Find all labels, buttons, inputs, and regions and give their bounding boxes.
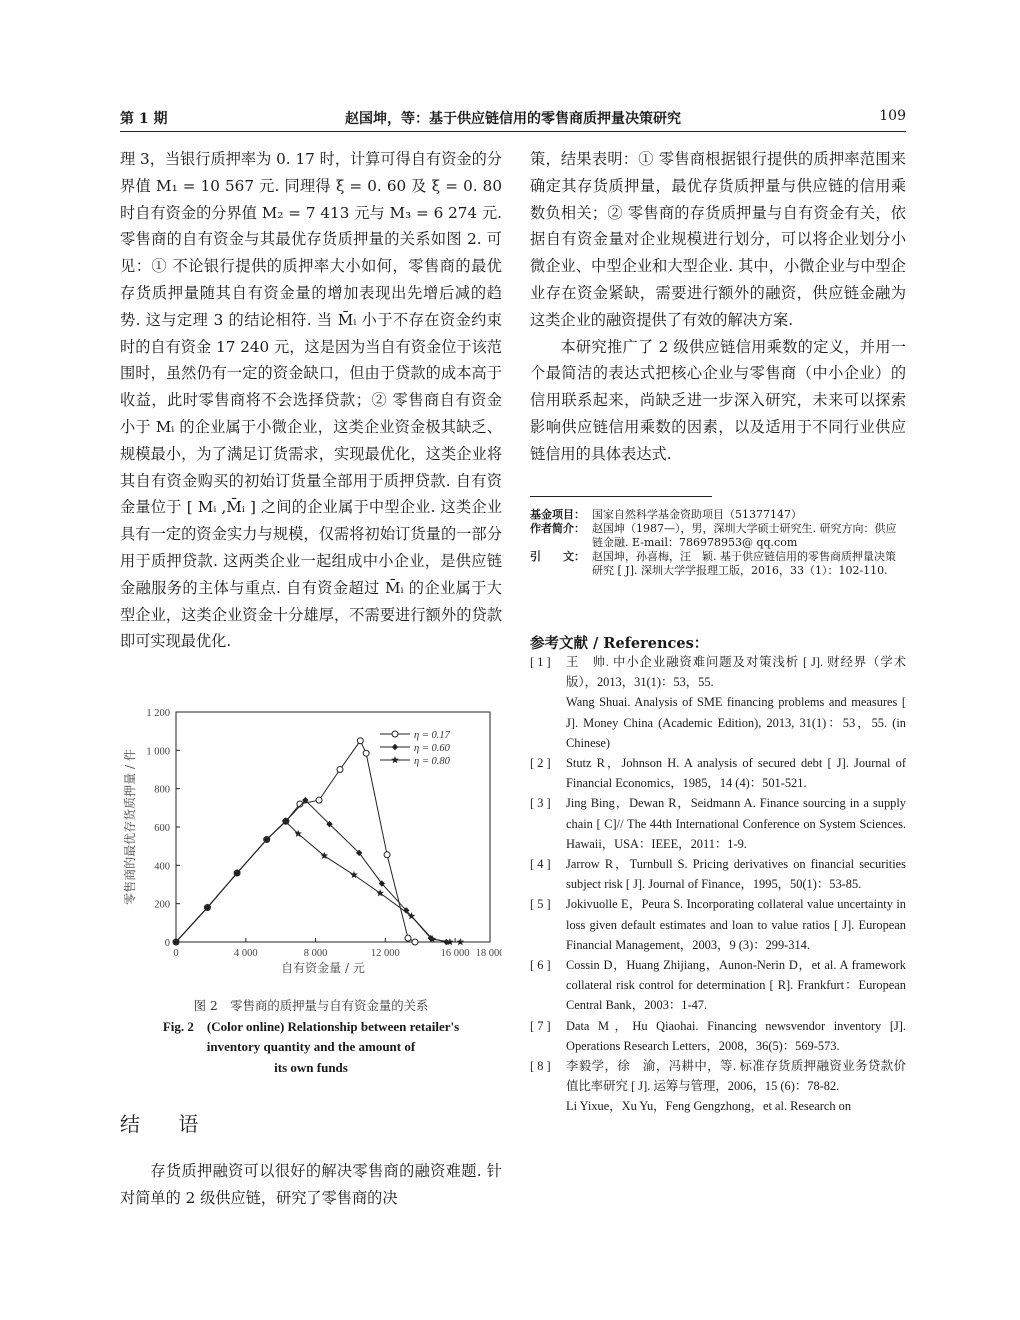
reference-number: [ 8 ] — [530, 1059, 551, 1074]
legend-label: η = 0.17 — [414, 730, 450, 741]
reference-main: Data M，Hu Qiaohai. Financing newsvendor inventory [J]. Operations Research Letters，2008，36(5)：569-573. — [566, 1018, 906, 1053]
reference-text — [566, 753, 906, 793]
funding-row — [530, 508, 906, 522]
data-point — [392, 731, 398, 737]
legend-label: η = 0.80 — [414, 756, 450, 767]
reference-main: Jokivuolle E，Peura S. Incorporating collateral value uncertainty in loss given default estimates and loan to value ratios [ J]. European Financial Management，2003，9 (3)：299-314. — [566, 897, 906, 952]
reference-number: [ 3 ] — [530, 796, 551, 811]
figure-caption-en-1: Fig. 2 (Color online) Relationship between retailer's — [162, 1018, 460, 1034]
section-title-conclusion: 结 语 — [120, 1112, 215, 1136]
reference-main: 王 帅. 中小企业融资难问题及对策浅析 [ J]. 财经界（学术版），2013，31(1)：53，55. — [566, 655, 906, 690]
right-paragraph-2: 本研究推广了 2 级供应链信用乘数的定义，并用一个最简洁的表达式把核心企业与零售商（中小企业）的信用联系起来，尚缺乏进一步深入研究，未来可以探索影响供应链信用乘数的因素，以及适用于不同行业供应链信用的具体表达式. — [530, 337, 906, 463]
references-title: 参考文献 / References： — [530, 635, 709, 652]
reference-number: [ 5 ] — [530, 897, 551, 912]
left-paragraph-1: 理 3，当银行质押率为 0. 17 时，计算可得自有资金的分界值 M₁ = 10 567 元. 同理得 ξ = 0. 60 及 ξ = 0. 80 时自有资金的分界值 M₂ = 7 413 元与 M₃ = 6 274 元. 零售商的自有资金与其最优存货质押量的关系如图 2. 可见：① 不论银行提供的质押率大小如何，零售商的最优存货质押量随其自有资金量的增加表现出先增后减的趋势. 这与定理 3 的结论相符. 当 M̄ᵢ 小于不存在资金约束时的自有资金 17 240 元，这是因为当自有资金位于该范围时，虽然仍有一定的资金缺口，但由于贷款的成本高于收益，此时零售商将不会选择贷款；② 零售商自有资金小于 Mᵢ 的企业属于小微企业，这类企业资金极其缺乏、规模最小，为了满足订货需求，实现最优化，这类企业将其自有资金购买的初始订货量全部用于质押贷款. 自有资金量位于 [ Mᵢ ,M̄ᵢ ] 之间的企业属于中型企业. 这类企业具有一定的资金实力与规模，仅需将初始订货量的一部分用于质押贷款. 这两类企业一起组成中小企业，是供应链金融服务的主体与重点. 自有资金超过 M̄ᵢ 的企业属于大型企业，这类企业资金十分雄厚，不需要进行额外的贷款即可实现最优化. — [120, 150, 502, 651]
reference-text — [566, 1016, 906, 1056]
y-tick-label: 600 — [154, 823, 170, 834]
series-line — [176, 800, 446, 942]
reference-english: Li Yixue，Xu Yu，Feng Gengzhong，et al. Research on — [566, 1099, 852, 1114]
y-tick-label: 1 200 — [146, 708, 170, 719]
reference-text — [566, 854, 906, 894]
issue-label: 第 1 期 — [120, 111, 168, 127]
reference-text — [566, 894, 906, 955]
left-column — [120, 146, 502, 655]
x-tick-label: 16 000 — [440, 948, 470, 959]
x-axis-label: 自有资金量 / 元 — [281, 961, 365, 975]
reference-number: [ 4 ] — [530, 857, 551, 872]
reference-number: [ 1 ] — [530, 655, 551, 669]
author-row — [530, 522, 906, 550]
data-point — [363, 750, 369, 756]
reference-main: Stutz R，Johnson H. A analysis of secured debt [ J]. Journal of Financial Economics，1985，14 (4)：501-521. — [566, 756, 906, 791]
y-tick-label: 1 000 — [146, 746, 170, 758]
reference-item — [530, 1016, 906, 1056]
reference-item — [530, 854, 906, 894]
reference-text — [566, 1056, 906, 1117]
data-point — [337, 767, 343, 773]
reference-text — [566, 793, 906, 854]
page-number: 109 — [879, 108, 906, 124]
reference-number: [ 6 ] — [530, 958, 551, 973]
chart-svg — [120, 706, 502, 996]
figure-2-chart — [120, 706, 502, 996]
reference-item — [530, 652, 906, 753]
running-title: 赵国坤，等：基于供应链信用的零售商质押量决策研究 — [345, 111, 681, 127]
reference-item — [530, 955, 906, 1016]
header-rule — [120, 131, 906, 132]
reference-main: Jarrow R，Turnbull S. Pricing derivatives on financial securities subject risk [ J]. Journal of Finance，1995，50(1)：53-85. — [566, 857, 906, 892]
y-tick-label: 200 — [154, 899, 170, 911]
x-tick-label: 12 000 — [370, 948, 400, 959]
figure-caption-en-2: inventory quantity and the amount of — [206, 1039, 416, 1054]
data-point — [457, 938, 465, 945]
conclusion-paragraph: 存货质押融资可以很好的解决零售商的融资难题. 针对简单的 2 级供应链，研究了零售商的决 — [120, 1162, 502, 1207]
data-point — [357, 738, 363, 744]
citation-row — [530, 550, 906, 578]
citation-value: 赵国坤，孙喜梅，汪 颖. 基于供应链信用的零售商质押量决策研究 [ J]. 深圳大学学报理工版，2016，33（1）：102-110. — [592, 550, 896, 577]
reference-english: Wang Shuai. Analysis of SME financing problems and measures [ J]. Money China (Academic Edition), 2013, 31(1)：53，55. (in Chinese) — [566, 695, 906, 750]
reference-main: Jing Bing，Dewan R，Seidmann A. Finance sourcing in a supply chain [ C]// The 44th International Conference on System Sciences. Hawaii，USA：IEEE，2011：1-9. — [566, 796, 906, 851]
legend-label: η = 0.60 — [414, 743, 450, 754]
data-point — [405, 935, 411, 941]
reference-item — [530, 1056, 906, 1117]
data-point — [412, 939, 418, 945]
reference-main: 李毅学，徐 渝，冯耕中，等. 标准存货质押融资业务贷款价值比率研究 [ J]. 运筹与管理，2006，15 (6)：78-82. — [566, 1059, 906, 1094]
data-point — [391, 756, 399, 763]
data-point — [392, 744, 398, 750]
x-tick-label: 18 000 — [475, 948, 502, 959]
series-line — [176, 741, 415, 942]
y-tick-label-zero: 0 — [164, 938, 170, 949]
figure-caption — [120, 996, 502, 1078]
data-point — [316, 797, 322, 803]
x-tick-label: 8 000 — [303, 948, 328, 959]
references-list — [530, 652, 906, 1117]
running-header — [120, 108, 906, 130]
right-paragraph-1: 策，结果表明：① 零售商根据银行提供的质押率范围来确定其存货质押量，最优存货质押量与供应链的信用乘数负相关；② 零售商的存货质押量与自有资金有关，依据自有资金量对企业规模进行划分，可以将企业划分小微企业、中型企业和大型企业. 其中，小微企业与中型企业存在资金紧缺，需要进行额外的融资，供应链金融为这类企业的融资提供了有效的解决方案. — [530, 150, 906, 329]
x-tick-label: 4 000 — [233, 948, 258, 959]
y-tick-label: 800 — [154, 784, 170, 796]
funding-footnote — [530, 508, 906, 578]
reference-main: Cossin D，Huang Zhijiang，Aunon-Nerin D，et al. A framework collateral risk control for determination [ R]. Frankfurt：European Central Bank，2003：1-47. — [566, 958, 906, 1013]
figure-caption-en-3: its own funds — [274, 1059, 348, 1075]
funding-value: 国家自然科学基金资助项目（51377147） — [592, 508, 802, 521]
reference-text — [566, 955, 906, 1016]
right-column — [530, 146, 906, 468]
reference-text — [566, 652, 906, 753]
data-point — [384, 852, 390, 858]
funding-key: 基金项目： — [530, 508, 585, 521]
reference-item — [530, 894, 906, 955]
citation-key: 引 文： — [530, 550, 585, 563]
x-tick-label: 0 — [173, 948, 179, 959]
reference-item — [530, 793, 906, 854]
figure-caption-cn: 图 2 零售商的质押量与自有资金量的关系 — [193, 998, 429, 1013]
reference-item — [530, 753, 906, 793]
author-key: 作者简介： — [530, 522, 585, 535]
reference-number: [ 7 ] — [530, 1018, 551, 1033]
footnote-rule — [530, 496, 712, 497]
reference-number: [ 2 ] — [530, 756, 551, 771]
conclusion-text — [120, 1158, 502, 1212]
author-value: 赵国坤（1987—），男，深圳大学硕士研究生. 研究方向：供应链金融. E-mail：786978953@ qq.com — [592, 522, 897, 549]
y-axis-label: 零售商的最优存货质押量 / 件 — [123, 749, 137, 905]
y-tick-label: 400 — [154, 861, 170, 873]
